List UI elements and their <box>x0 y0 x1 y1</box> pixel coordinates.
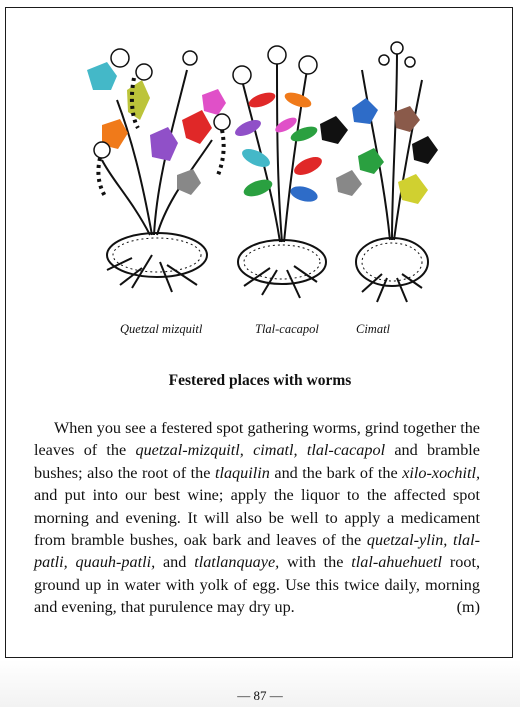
text-segment: with the <box>279 553 352 572</box>
text-segment: root, ground up in water with yolk of egg. Use this twice daily, morning and evening, that purulence may dry up. <box>34 553 481 617</box>
plant-cimatl <box>320 42 438 302</box>
plant-names: quetzal-ylin, tlal-patli, quauh-patli, <box>34 531 480 572</box>
text-segment: When you see a festered spot gathering worms, grind together the leaves of the <box>34 419 480 460</box>
plant-name: tlatlanquaye, <box>194 553 280 572</box>
body-paragraph <box>34 417 480 619</box>
plants-illustration <box>72 30 444 320</box>
caption-quetzal-mizquitl: Quetzal mizquitl <box>120 322 203 336</box>
section-title: Festered places with worms <box>168 372 352 389</box>
caption-cimatl: Cimatl <box>356 322 391 336</box>
note-marker: (m) <box>456 598 480 617</box>
text-segment: and put into our best wine; apply the liquor to the affected spot morning and evening. It will also be well to apply a medicament from bramble bushes, oak bark and leaves of the <box>34 486 480 550</box>
plant-name: xilo-xochitl, <box>402 463 480 482</box>
text-segment: and the bark of the <box>269 463 403 482</box>
text-segment: and <box>155 553 195 572</box>
text-segment: and bramble bushes; also the root of the <box>34 441 480 482</box>
plant-quetzal-mizquitl <box>87 49 230 292</box>
caption-tlal-cacapol: Tlal-cacapol <box>255 322 319 336</box>
plant-name: tlal-ahuehuetl <box>351 553 443 572</box>
plant-tlal-cacapol <box>233 46 326 298</box>
plant-name: tlaquilin <box>214 463 270 482</box>
plant-names: quetzal-mizquitl, cimatl, tlal-cacapol <box>135 441 386 460</box>
page-number: — 87 — <box>237 688 283 703</box>
